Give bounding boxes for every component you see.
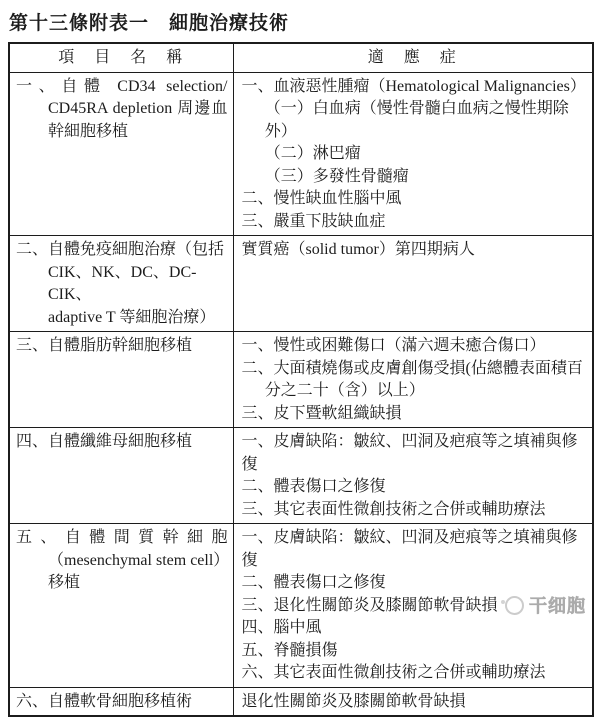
indications-cell [233, 72, 593, 236]
table-body [9, 72, 593, 716]
indications-cell [233, 236, 593, 332]
text-line: （二）淋巴瘤 [264, 145, 361, 162]
text-line: 一、皮膚缺陷：皺紋、凹洞及疤痕等之填補與修復 [241, 529, 578, 569]
text-line: 三、自體脂肪幹細胞移植 [16, 337, 193, 354]
indications-cell [233, 332, 593, 428]
text-line: 二、自體免疫細胞治療（包括 [16, 241, 225, 258]
item-name-cell [9, 72, 233, 236]
text-line: 四、自體纖維母細胞移植 [16, 433, 193, 450]
text-line: 一、血液惡性腫瘤（Hematological Malignancies） [241, 77, 586, 95]
text-line: 實質癌（solid tumor）第四期病人 [241, 241, 475, 258]
cell-therapy-table [8, 42, 594, 717]
text-line: 二、大面積燒傷或皮膚創傷受損(佔總體表面積百 [241, 359, 583, 377]
indications-cell [233, 428, 593, 524]
text-line: 分之二十（含）以上） [264, 382, 425, 399]
text-line: 六、自體軟骨細胞移植術 [16, 692, 193, 710]
text-line: 幹細胞移植 [48, 122, 129, 140]
text-line: 五、自體間質幹細胞 [16, 529, 228, 546]
indications-cell [233, 524, 593, 688]
text-line: 退化性關節炎及膝關節軟骨缺損 [241, 692, 466, 710]
text-line: CD45RA depletion 周邊血 [48, 100, 228, 117]
table-row [9, 524, 593, 688]
table-row [9, 236, 593, 332]
column-header-indications: 適 應 症 [233, 43, 593, 72]
text-line: 二、體表傷口之修復 [241, 478, 386, 495]
text-line: 三、嚴重下肢缺血症 [241, 212, 386, 230]
text-line: 五、脊髓損傷 [241, 641, 338, 659]
text-line: 二、慢性缺血性腦中風 [241, 190, 402, 207]
table-row [9, 687, 593, 716]
text-line: 一、慢性或困難傷口（滿六週未癒合傷口） [241, 337, 546, 354]
text-line: 二、體表傷口之修復 [241, 574, 386, 591]
table-row [9, 72, 593, 236]
text-line: 一、自體 CD34 selection/ [16, 77, 228, 95]
table-row [9, 428, 593, 524]
text-line: CIK、NK、DC、DC-CIK、 [48, 263, 197, 303]
indications-cell [233, 687, 593, 716]
text-line: 三、退化性關節炎及膝關節軟骨缺損 [241, 596, 498, 614]
table-header-row [9, 43, 593, 72]
text-line: 一、皮膚缺陷：皺紋、凹洞及疤痕等之填補與修復 [241, 433, 578, 473]
text-line: 三、皮下暨軟組織缺損 [241, 404, 402, 422]
text-line: adaptive T 等細胞治療） [48, 308, 216, 326]
text-line: 六、其它表面性微創技術之合併或輔助療法 [241, 664, 546, 681]
item-name-cell [9, 428, 233, 524]
item-name-cell [9, 332, 233, 428]
page-title: 第十三條附表一 細胞治療技術 [9, 13, 290, 34]
item-name-cell [9, 236, 233, 332]
item-name-cell [9, 687, 233, 716]
table-row [9, 332, 593, 428]
text-line: （一）白血病（慢性骨髓白血病之慢性期除外） [264, 100, 569, 140]
text-line: （三）多發性骨髓瘤 [264, 167, 409, 185]
column-header-item-name: 項 目 名 稱 [9, 43, 233, 72]
text-line: 移植 [48, 574, 81, 591]
watermark-text: 干细胞 [529, 596, 586, 616]
text-line: （mesenchymal stem cell） [48, 551, 230, 569]
item-name-cell [9, 524, 233, 688]
text-line: 四、腦中風 [241, 619, 322, 636]
text-line: 三、其它表面性微創技術之合併或輔助療法 [241, 500, 546, 518]
